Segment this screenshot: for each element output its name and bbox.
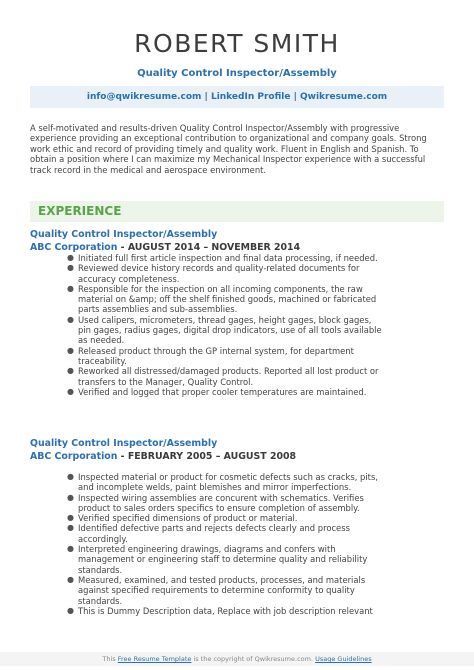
duty-item [67, 523, 386, 544]
duty-list [30, 253, 386, 397]
contact-separator: | [290, 92, 300, 102]
job-entry [30, 229, 444, 397]
candidate-title: Quality Control Inspector/Assembly [137, 68, 337, 79]
duty-text: Identified defective parts and rejects defects clearly and process accordingly. [78, 523, 350, 544]
footer [0, 652, 474, 666]
email-link[interactable]: info@qwikresume.com [86, 92, 202, 102]
bullet-icon: ● [67, 366, 74, 376]
duty-item [67, 386, 386, 397]
bullet-icon: ● [67, 492, 74, 502]
bullet-icon: ● [67, 605, 74, 615]
duty-item [67, 263, 386, 284]
duty-list [30, 472, 386, 616]
bullet-icon: ● [67, 513, 74, 523]
duty-item [67, 492, 386, 514]
duty-item [67, 605, 386, 616]
footer-copyright: is the copyright of Qwikresume.com. [191, 655, 316, 663]
duty-text: Inspected material or product for cosmetic defects such as cracks, pits, and incomplete welds, paint blemishes and mirror imperfections. [78, 472, 378, 493]
job-dates: - AUGUST 2014 – NOVEMBER 2014 [117, 242, 301, 253]
usage-guidelines-link[interactable]: Usage Guidelines [315, 655, 372, 663]
company-name: ABC Corporation [30, 451, 118, 462]
summary-paragraph: A self-motivated and results-driven Quality Control Inspector/Assembly with progressive experience providing an exceptional contribution to organizational and company goals. Strong work ethic and record of providing timely and quality work. Fluent in English and Spanish. To obtain a position where I can maximize my Mechanical Inspector experience with a successful track record in the medical and aerospace environment. [30, 123, 427, 175]
footer-prefix: This [102, 655, 118, 663]
duty-text: This is Dummy Description data, Replace with job description relevant [78, 605, 373, 616]
experience-heading: EXPERIENCE [30, 201, 444, 222]
candidate-name: ROBERT SMITH [134, 29, 340, 58]
job-entry [30, 438, 444, 616]
duty-item [67, 472, 386, 493]
website-link[interactable]: Qwikresume.com [300, 92, 388, 102]
bullet-icon: ● [67, 314, 74, 324]
job-company-line [30, 242, 444, 253]
duty-text: Interpreted engineering drawings, diagrams and confers with management or engineering staff to determine quality and reliability standards. [78, 544, 368, 575]
duty-item [67, 574, 386, 606]
job-dates: - FEBRUARY 2005 – AUGUST 2008 [117, 451, 297, 462]
linkedin-link[interactable]: LinkedIn Profile [210, 92, 291, 102]
bullet-icon: ● [67, 574, 74, 584]
duty-text: Used calipers, micrometers, thread gages, height gages, block gages, pin gages, radius gages, digital drop indicators, use of all tools available as needed. [78, 314, 382, 346]
bullet-icon: ● [67, 523, 74, 533]
contact-separator: | [201, 92, 211, 102]
bullet-icon: ● [67, 283, 74, 293]
duty-text: Verified specified dimensions of product or material. [78, 513, 298, 524]
duty-item [67, 366, 386, 387]
duty-item [67, 314, 386, 346]
free-resume-template-link[interactable]: Free Resume Template [117, 655, 192, 663]
bullet-icon: ● [67, 253, 74, 262]
duty-item [67, 345, 386, 367]
bullet-icon: ● [67, 345, 74, 355]
duty-text: Reworked all distressed/damaged products. Reported all lost product or transfers to the Manager, Quality Control. [78, 366, 379, 387]
duty-text: Inspected wiring assemblies are concurent with schematics. Verifies product to sales orders specifics to ensure completion of assembly. [78, 492, 364, 513]
duty-text: Measured, examined, and tested products, processes, and materials against specified requirements to determine conformity to quality standards. [78, 574, 366, 606]
duty-text: Verified and logged that proper cooler temperatures are maintained. [78, 386, 367, 397]
bullet-icon: ● [67, 472, 74, 481]
duty-item [67, 513, 386, 524]
contact-bar [30, 86, 444, 108]
company-name: ABC Corporation [30, 242, 118, 253]
duty-item [67, 283, 386, 315]
job-company-line [30, 451, 444, 462]
bullet-icon: ● [67, 544, 74, 554]
job-title: Quality Control Inspector/Assembly [30, 438, 218, 449]
duty-text: Released product through the GP internal system, for department traceability. [78, 345, 354, 366]
bullet-icon: ● [67, 263, 74, 273]
duty-item [67, 253, 386, 263]
job-title: Quality Control Inspector/Assembly [30, 229, 218, 240]
bullet-icon: ● [67, 386, 74, 396]
duty-text: Initiated full first article inspection and final data processing, if needed. [78, 253, 378, 263]
duty-text: Responsible for the inspection on all incoming components, the raw material on &amp; off the shelf finished goods, machined or fabricated parts assemblies and sub-assemblies. [78, 283, 377, 315]
duty-text: Reviewed device history records and quality-related documents for accuracy completeness. [78, 263, 360, 284]
duty-item [67, 544, 386, 575]
